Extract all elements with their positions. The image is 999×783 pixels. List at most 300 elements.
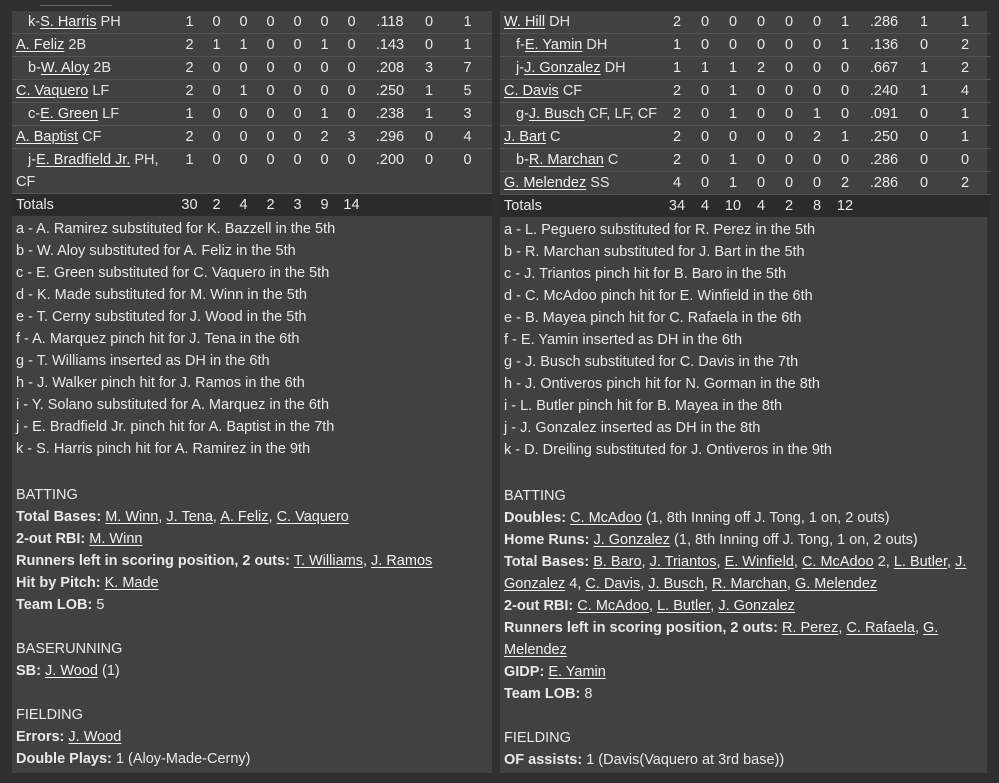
stat-cell: 1 — [663, 57, 691, 80]
stat-cell: 0 — [909, 34, 939, 57]
stat-cell: .250 — [859, 126, 909, 149]
stat-cell: 1 — [939, 126, 991, 149]
player-link[interactable]: C. Davis — [585, 576, 641, 592]
stat-cell: 2 — [663, 103, 691, 126]
stat-cell: 0 — [909, 126, 939, 149]
stat-cell: 0 — [747, 80, 775, 103]
player-link[interactable]: L. Butler — [657, 598, 711, 614]
stat-cell: 0 — [691, 172, 719, 195]
player-row — [12, 57, 492, 80]
stat-cell: 0 — [775, 103, 803, 126]
stat-cell: 0 — [338, 149, 365, 194]
stat-cell: 0 — [257, 149, 284, 194]
stat-cell: 1 — [415, 80, 443, 103]
player-link[interactable]: J. Ramos — [371, 553, 433, 569]
player-link[interactable]: J. Triantos — [649, 554, 717, 570]
stat-cell: 1 — [719, 80, 747, 103]
batting-section-title: BATTING — [16, 487, 78, 503]
substitution-note: j - J. Gonzalez inserted as DH in the 8th — [504, 420, 761, 436]
substitution-note: d - K. Made substituted for M. Winn in the 5th — [16, 287, 307, 303]
stat-cell: 3 — [415, 57, 443, 80]
player-position: 2B — [93, 60, 112, 76]
substitution-note: a - L. Peguero substituted for R. Perez in the 5th — [504, 222, 816, 238]
stat-cell: .208 — [365, 57, 415, 80]
stat-cell: 1 — [803, 103, 831, 126]
two-out-rbi-line: 2-out RBI: M. Winn — [16, 531, 143, 547]
stat-cell: 0 — [691, 11, 719, 34]
stat-cell: 0 — [230, 149, 257, 194]
player-row — [500, 80, 991, 103]
stat-cell: 0 — [909, 149, 939, 172]
substitution-note: c - J. Triantos pinch hit for B. Baro in the 5th — [504, 266, 787, 282]
stat-cell: 0 — [803, 57, 831, 80]
player-link[interactable]: E. Bradfield Jr. — [36, 152, 131, 168]
substitution-notes — [500, 217, 987, 461]
stat-cell: 1 — [443, 11, 492, 34]
sub-letter: j- — [516, 60, 525, 76]
substitution-note: a - A. Ramirez substituted for K. Bazzell in the 5th — [16, 221, 336, 237]
stat-cell: 0 — [230, 11, 257, 34]
player-cell — [500, 103, 663, 126]
substitution-note: k - S. Harris pinch hit for A. Ramirez in the 9th — [16, 441, 311, 457]
player-link[interactable]: E. Yamin — [524, 37, 583, 53]
player-position: PH — [100, 14, 121, 30]
stat-cell: 4 — [663, 172, 691, 195]
player-row — [12, 126, 492, 149]
totals-row — [12, 194, 492, 217]
sub-letter: j- — [28, 152, 37, 168]
player-cell — [500, 172, 663, 195]
of-assists-line: OF assists: 1 (Davis(Vaquero at 3rd base)) — [504, 752, 785, 768]
stat-cell: 1 — [311, 103, 338, 126]
player-cell — [500, 57, 663, 80]
stat-cell: 1 — [230, 80, 257, 103]
stat-cell: 2 — [311, 126, 338, 149]
substitution-note: b - W. Aloy substituted for A. Feliz in the 5th — [16, 243, 296, 259]
stat-cell: 0 — [719, 11, 747, 34]
totals-stat: 2 — [775, 195, 803, 218]
stat-cell: 2 — [939, 34, 991, 57]
stat-cell: 0 — [831, 80, 859, 103]
stat-cell: .250 — [365, 80, 415, 103]
player-link[interactable]: K. Made — [104, 575, 159, 591]
player-link[interactable]: J. Wood — [45, 663, 98, 679]
player-link[interactable]: C. Vaquero — [276, 509, 349, 525]
stat-cell: 0 — [203, 80, 230, 103]
stat-cell: 0 — [803, 11, 831, 34]
stat-cell: .286 — [859, 172, 909, 195]
player-row — [500, 34, 991, 57]
stat-cell: 0 — [203, 103, 230, 126]
stat-cell: 0 — [909, 172, 939, 195]
player-position: CF — [562, 83, 583, 99]
player-link[interactable]: M. Winn — [89, 531, 143, 547]
stat-cell: 0 — [831, 57, 859, 80]
stat-cell: 0 — [230, 57, 257, 80]
stat-cell: 0 — [311, 57, 338, 80]
totals-stat: 10 — [719, 195, 747, 218]
stat-cell: 0 — [257, 80, 284, 103]
player-position: LF — [92, 83, 110, 99]
stat-cell: 1 — [719, 172, 747, 195]
stat-cell: 1 — [831, 126, 859, 149]
substitution-note: d - C. McAdoo pinch hit for E. Winfield in the 6th — [504, 288, 813, 304]
substitution-note: k - D. Dreiling substituted for J. Ontiveros in the 9th — [504, 442, 832, 458]
stat-cell: 1 — [719, 149, 747, 172]
stat-cell: 1 — [909, 57, 939, 80]
player-row — [500, 149, 991, 172]
doubles-line: Doubles: C. McAdoo (1, 8th Inning off J. Tong, 1 on, 2 outs) — [504, 510, 890, 526]
sub-letter: b- — [516, 152, 529, 168]
stat-cell: 0 — [338, 103, 365, 126]
stat-cell: 0 — [803, 172, 831, 195]
substitution-note: c - E. Green substituted for C. Vaquero in the 5th — [16, 265, 330, 281]
player-position: PH, CF — [16, 152, 159, 190]
player-link[interactable]: J. Wood — [68, 729, 122, 745]
player-link[interactable]: J. Busch — [648, 576, 704, 592]
player-link[interactable]: C. Davis — [504, 83, 559, 99]
totals-label: Totals — [500, 195, 663, 218]
stat-cell: 2 — [939, 172, 991, 195]
stat-cell: 1 — [176, 103, 203, 126]
player-position: DH — [549, 14, 571, 30]
player-row — [500, 126, 991, 149]
player-row — [500, 57, 991, 80]
player-cell — [12, 149, 176, 194]
stat-cell: 0 — [257, 103, 284, 126]
substitution-note: i - L. Butler pinch hit for B. Mayea in the 8th — [504, 398, 783, 414]
player-link[interactable]: B. Baro — [593, 554, 642, 570]
stat-cell: 0 — [415, 34, 443, 57]
stat-cell: 1 — [311, 34, 338, 57]
totals-stat: 9 — [311, 194, 338, 217]
stat-cell: 1 — [663, 34, 691, 57]
stat-cell: 0 — [257, 34, 284, 57]
player-position: C — [607, 152, 619, 168]
stat-cell: 0 — [775, 126, 803, 149]
stat-cell: 1 — [939, 11, 991, 34]
stat-cell: 0 — [443, 149, 492, 194]
sub-letter: k- — [28, 14, 41, 30]
stat-cell: 2 — [663, 11, 691, 34]
stat-cell: .118 — [365, 11, 415, 34]
stat-cell: 0 — [775, 172, 803, 195]
stat-cell: 1 — [831, 34, 859, 57]
double-plays-line: Double Plays: 1 (Aloy-Made-Cerny) — [16, 751, 251, 767]
totals-stat: 3 — [284, 194, 311, 217]
stat-cell: 2 — [803, 126, 831, 149]
player-link[interactable]: R. Marchan — [711, 576, 787, 592]
player-link[interactable]: G. Melendez — [504, 175, 587, 191]
two-out-rbi-line: 2-out RBI: C. McAdoo, L. Butler, J. Gonzalez — [504, 598, 795, 614]
player-link[interactable]: C. McAdoo — [577, 598, 650, 614]
player-link[interactable]: W. Hill — [504, 14, 546, 30]
player-link[interactable]: J. Bart — [504, 129, 546, 145]
stat-cell: 0 — [230, 103, 257, 126]
substitution-notes — [12, 216, 492, 460]
stat-cell: 0 — [747, 103, 775, 126]
stat-cell: 0 — [775, 34, 803, 57]
stat-cell: 3 — [338, 126, 365, 149]
stat-cell: 0 — [415, 126, 443, 149]
stat-cell: 0 — [775, 57, 803, 80]
player-position: CF — [82, 129, 102, 145]
stat-cell: 1 — [443, 34, 492, 57]
sub-letter: c- — [28, 106, 41, 122]
totals-stat: 4 — [230, 194, 257, 217]
fielding-section-title: FIELDING — [504, 730, 571, 746]
risp-line: Runners left in scoring position, 2 outs: T. Williams, J. Ramos — [16, 553, 433, 569]
stat-cell: 0 — [747, 34, 775, 57]
stat-cell: 1 — [909, 80, 939, 103]
player-cell — [500, 11, 663, 34]
player-cell — [500, 80, 663, 103]
stat-cell: 0 — [284, 34, 311, 57]
stat-cell: 0 — [831, 149, 859, 172]
stat-cell: 1 — [415, 103, 443, 126]
stat-cell: 2 — [176, 126, 203, 149]
substitution-note: f - A. Marquez pinch hit for J. Tena in the 6th — [16, 331, 300, 347]
player-row — [12, 34, 492, 57]
batting-table — [12, 11, 492, 216]
stat-cell: 0 — [747, 11, 775, 34]
errors-line: Errors: J. Wood — [16, 729, 122, 745]
substitution-note: h - J. Walker pinch hit for J. Ramos in the 6th — [16, 375, 305, 391]
stat-cell: 2 — [176, 80, 203, 103]
stat-cell: .136 — [859, 34, 909, 57]
player-link[interactable]: L. Butler — [893, 554, 948, 570]
player-link[interactable]: A. Baptist — [16, 129, 79, 145]
stat-cell: 0 — [338, 34, 365, 57]
stat-cell: 0 — [257, 11, 284, 34]
substitution-note: j - E. Bradfield Jr. pinch hit for A. Baptist in the 7th — [16, 419, 335, 435]
stat-cell: 1 — [176, 11, 203, 34]
player-link[interactable]: T. Williams — [293, 553, 363, 569]
substitution-note: b - R. Marchan substituted for J. Bart in the 5th — [504, 244, 805, 260]
fielding-section-title: FIELDING — [16, 707, 83, 723]
batting-table — [500, 11, 991, 217]
stat-cell: 0 — [257, 126, 284, 149]
stat-cell: 2 — [747, 57, 775, 80]
stat-cell: 1 — [719, 103, 747, 126]
stat-cell: 0 — [203, 57, 230, 80]
stat-cell: 0 — [284, 57, 311, 80]
player-link[interactable]: J. Gonzalez — [524, 60, 601, 76]
player-position: CF, LF, CF — [588, 106, 658, 122]
substitution-note: f - E. Yamin inserted as DH in the 6th — [504, 332, 743, 348]
player-link[interactable]: E. Winfield — [724, 554, 794, 570]
player-link[interactable]: C. McAdoo — [570, 510, 642, 526]
player-link[interactable]: R. Perez — [781, 620, 839, 636]
stat-cell: 0 — [803, 149, 831, 172]
stat-cell: .200 — [365, 149, 415, 194]
stat-cell: 0 — [338, 11, 365, 34]
player-position: LF — [102, 106, 120, 122]
stat-cell: .667 — [859, 57, 909, 80]
stat-cell: 0 — [747, 149, 775, 172]
player-cell — [12, 126, 176, 149]
stat-cell: 0 — [203, 11, 230, 34]
stolen-bases-line: SB: J. Wood (1) — [16, 663, 120, 679]
stat-cell: .286 — [859, 11, 909, 34]
home-runs-line: Home Runs: J. Gonzalez (1, 8th Inning off J. Tong, 1 on, 2 outs) — [504, 532, 918, 548]
stat-cell: 1 — [203, 34, 230, 57]
player-link[interactable]: J. Gonzalez — [504, 554, 967, 592]
substitution-note: g - J. Busch substituted for C. Davis in the 7th — [504, 354, 799, 370]
stat-cell: 0 — [909, 103, 939, 126]
stat-cell: 0 — [691, 149, 719, 172]
stat-cell: 0 — [691, 103, 719, 126]
player-cell — [500, 149, 663, 172]
stat-cell: .238 — [365, 103, 415, 126]
stat-cell: 0 — [691, 126, 719, 149]
player-link[interactable]: C. McAdoo — [801, 554, 874, 570]
player-link[interactable]: R. Marchan — [528, 152, 604, 168]
player-row — [12, 11, 492, 34]
stat-cell: 0 — [803, 80, 831, 103]
player-cell — [12, 103, 176, 126]
stat-cell: 0 — [284, 126, 311, 149]
stat-cell: 1 — [691, 57, 719, 80]
stat-cell: 2 — [176, 34, 203, 57]
stat-cell: 0 — [415, 149, 443, 194]
player-row — [12, 103, 492, 126]
player-cell — [12, 34, 176, 57]
player-link[interactable]: C. Vaquero — [16, 83, 89, 99]
team-lob-line: Team LOB: 5 — [16, 597, 105, 613]
stat-cell: 0 — [230, 126, 257, 149]
totals-stat: 34 — [663, 195, 691, 218]
player-link[interactable]: C. Rafaela — [846, 620, 915, 636]
totals-stat: 4 — [747, 195, 775, 218]
player-link[interactable]: E. Yamin — [548, 664, 606, 680]
sub-letter: b- — [28, 60, 41, 76]
totals-stat: 2 — [203, 194, 230, 217]
player-link[interactable]: S. Harris — [40, 14, 97, 30]
stat-cell: 2 — [176, 57, 203, 80]
stat-cell: 2 — [939, 57, 991, 80]
player-link[interactable]: J. Tena — [166, 509, 213, 525]
player-row — [500, 11, 991, 34]
stat-cell: 0 — [691, 80, 719, 103]
player-row — [12, 80, 492, 103]
stat-cell: 0 — [311, 80, 338, 103]
stat-cell: 2 — [831, 172, 859, 195]
substitution-note: h - J. Ontiveros pinch hit for N. Gorman in the 8th — [504, 376, 820, 392]
stat-cell: 2 — [663, 149, 691, 172]
stat-cell: 0 — [775, 80, 803, 103]
player-position: SS — [590, 175, 610, 191]
away-team-boxscore — [12, 11, 492, 773]
stat-cell: 0 — [831, 103, 859, 126]
stat-cell: 2 — [663, 126, 691, 149]
stat-cell: 4 — [939, 80, 991, 103]
home-team-boxscore — [500, 11, 987, 773]
stat-cell: 0 — [719, 34, 747, 57]
stat-cell: 2 — [663, 80, 691, 103]
stat-cell: 0 — [338, 80, 365, 103]
player-link[interactable]: G. Melendez — [794, 576, 878, 592]
player-link[interactable]: W. Aloy — [40, 60, 90, 76]
total-bases-line: Total Bases: B. Baro, J. Triantos, E. Winfield, C. McAdoo 2, L. Butler, J. Gonzalez 4, C. Davis, J. Busch, R. Marchan, G. Melendez — [504, 554, 967, 592]
stat-cell: 1 — [230, 34, 257, 57]
player-cell — [12, 80, 176, 103]
player-cell — [500, 126, 663, 149]
stat-cell: 0 — [311, 149, 338, 194]
player-link[interactable]: J. Gonzalez — [593, 532, 671, 548]
totals-stat: 2 — [257, 194, 284, 217]
totals-stat: 4 — [691, 195, 719, 218]
baserunning-section-title: BASERUNNING — [16, 641, 123, 657]
totals-row — [500, 195, 991, 218]
player-row — [12, 149, 492, 194]
top-divider — [40, 5, 112, 6]
batting-section-title: BATTING — [504, 488, 566, 504]
game-notes — [12, 460, 492, 770]
stat-cell: .296 — [365, 126, 415, 149]
substitution-note: i - Y. Solano substituted for A. Marquez in the 6th — [16, 397, 330, 413]
player-link[interactable]: M. Winn — [105, 509, 159, 525]
player-link[interactable]: A. Feliz — [220, 509, 269, 525]
player-row — [500, 103, 991, 126]
stat-cell: 0 — [284, 80, 311, 103]
totals-stat: 14 — [338, 194, 365, 217]
totals-stat: 30 — [176, 194, 203, 217]
substitution-note: g - T. Williams inserted as DH in the 6th — [16, 353, 270, 369]
stat-cell: 0 — [747, 126, 775, 149]
stat-cell: 1 — [176, 149, 203, 194]
player-link[interactable]: G. Melendez — [504, 620, 939, 658]
player-link[interactable]: A. Feliz — [16, 37, 65, 53]
stat-cell: 0 — [257, 57, 284, 80]
stat-cell: 0 — [415, 11, 443, 34]
player-cell — [500, 34, 663, 57]
player-cell — [12, 11, 176, 34]
sub-letter: f- — [516, 37, 525, 53]
substitution-note: e - T. Cerny substituted for J. Wood in the 5th — [16, 309, 307, 325]
player-position: DH — [586, 37, 608, 53]
stat-cell: .286 — [859, 149, 909, 172]
hbp-line: Hit by Pitch: K. Made — [16, 575, 159, 591]
player-position: 2B — [68, 37, 87, 53]
player-link[interactable]: E. Green — [40, 106, 99, 122]
stat-cell: 1 — [909, 11, 939, 34]
stat-cell: 1 — [939, 103, 991, 126]
stat-cell: 0 — [691, 34, 719, 57]
stat-cell: 5 — [443, 80, 492, 103]
totals-stat: 12 — [831, 195, 859, 218]
stat-cell: 3 — [443, 103, 492, 126]
stat-cell: 0 — [203, 149, 230, 194]
player-link[interactable]: J. Gonzalez — [718, 598, 795, 614]
stat-cell: 0 — [775, 11, 803, 34]
stat-cell: 4 — [443, 126, 492, 149]
stat-cell: 1 — [719, 57, 747, 80]
totals-stat: 8 — [803, 195, 831, 218]
player-link[interactable]: J. Busch — [528, 106, 585, 122]
stat-cell: 7 — [443, 57, 492, 80]
player-position: C — [549, 129, 561, 145]
stat-cell: 0 — [803, 34, 831, 57]
risp-line: Runners left in scoring position, 2 outs: R. Perez, C. Rafaela, G. Melendez — [504, 620, 939, 658]
stat-cell: .091 — [859, 103, 909, 126]
stat-cell: 0 — [939, 149, 991, 172]
stat-cell: 0 — [338, 57, 365, 80]
stat-cell: 0 — [719, 126, 747, 149]
player-row — [500, 172, 991, 195]
player-position: DH — [604, 60, 626, 76]
stat-cell: 0 — [284, 149, 311, 194]
